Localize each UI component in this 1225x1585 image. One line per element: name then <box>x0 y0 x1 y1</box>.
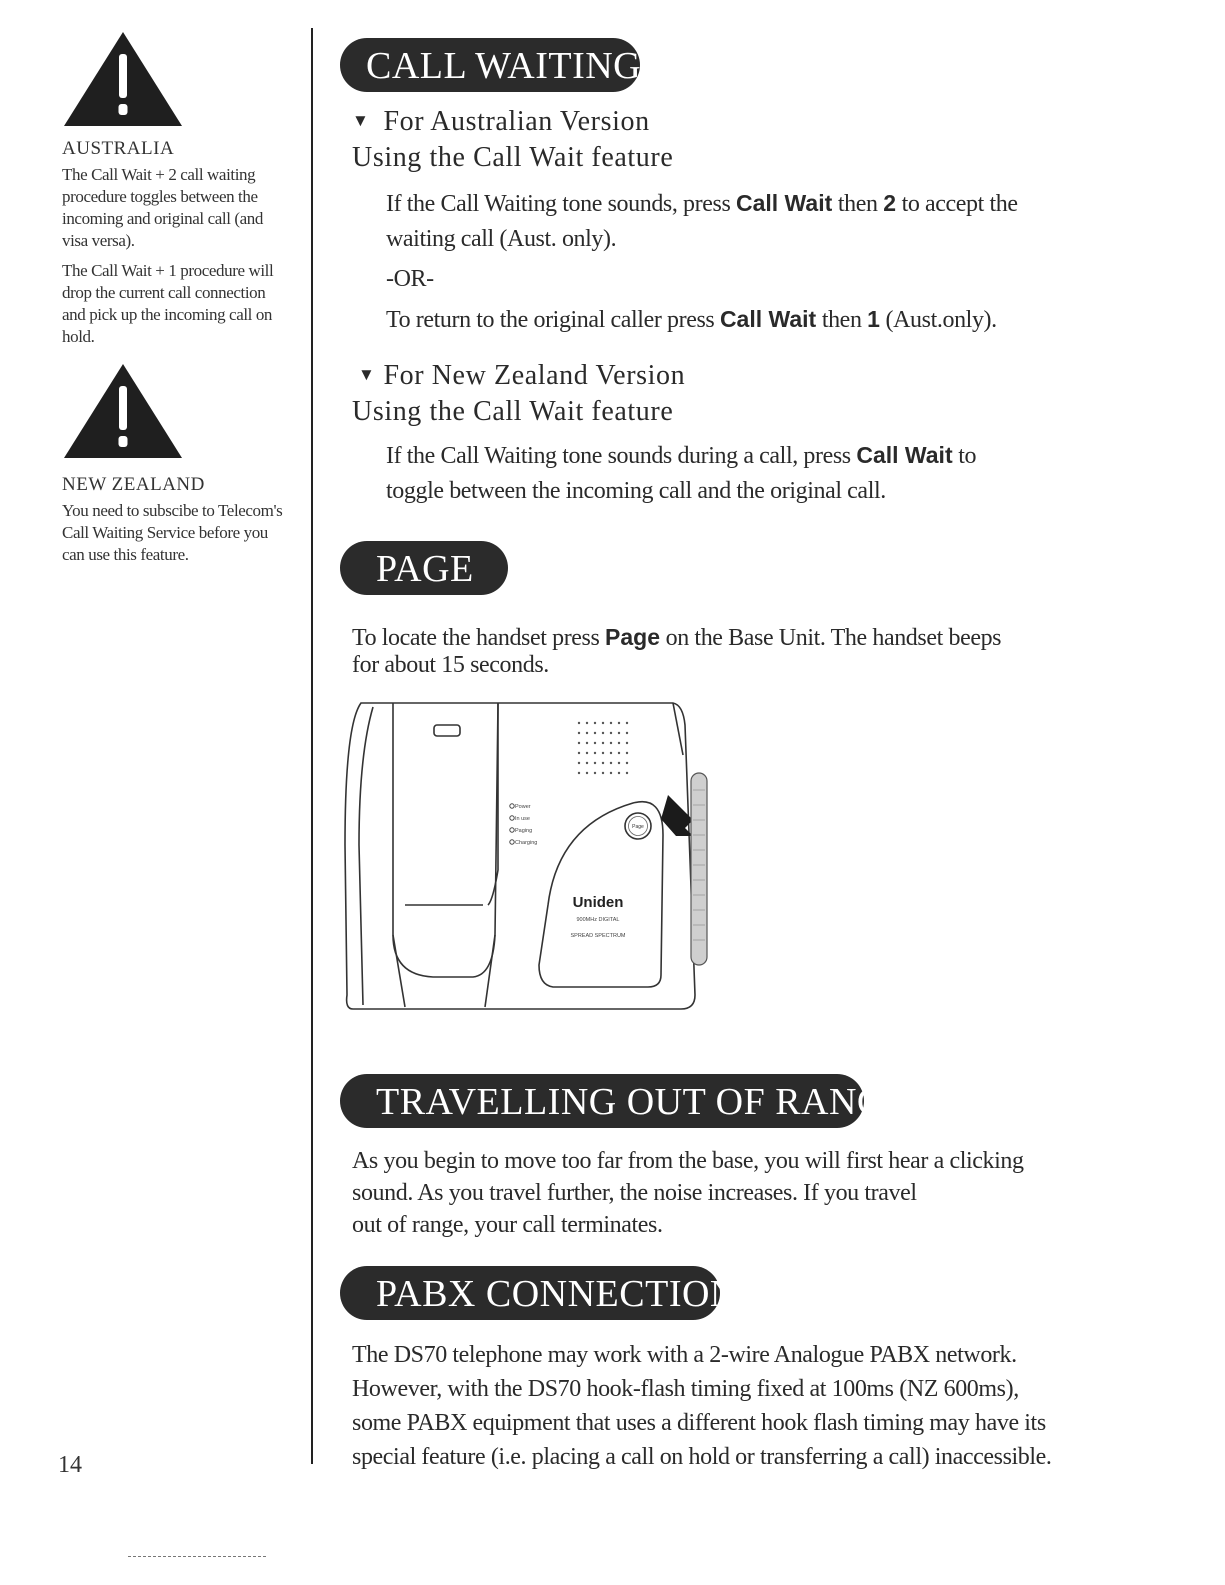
nz-instruction-1: If the Call Waiting tone sounds during a call, press Call Wait to <box>386 442 977 469</box>
handset-cradle <box>393 703 498 977</box>
sidebar-notes <box>62 30 292 574</box>
pabx-text-2: However, with the DS70 hook-flash timing fixed at 100ms (NZ 600ms), <box>352 1376 1019 1402</box>
brand-logo: Uniden <box>572 894 624 911</box>
nz-note: You need to subscibe to Telecom's Call Waiting Service before you can use this feature. <box>62 501 283 564</box>
pabx-text-4: special feature (i.e. placing a call on hold or transferring a call) inaccessible. <box>352 1444 1052 1470</box>
led-paging-icon <box>510 828 514 832</box>
nz-subheading: Using the Call Wait feature <box>352 396 674 427</box>
page-number: 14 <box>58 1452 82 1478</box>
column-divider <box>311 28 313 1464</box>
range-heading: TRAVELLING OUT OF RANGE <box>340 1074 864 1128</box>
warning-icon <box>62 362 184 462</box>
model-line: 900MHz DIGITAL <box>576 917 620 923</box>
led-power-label: Power <box>515 804 531 810</box>
warning-icon <box>62 30 184 130</box>
aus-instruction-2: waiting call (Aust. only). <box>386 226 617 252</box>
led-paging-label: Paging <box>515 828 533 834</box>
aus-subheading: Using the Call Wait feature <box>352 142 674 173</box>
led-power-icon <box>510 804 514 808</box>
australia-note-2: The Call Wait + 1 procedure will drop the current call connection and pick up the incoming call on hold. <box>62 261 274 346</box>
page-button-label: Page <box>632 824 644 830</box>
nz-instruction-2: toggle between the incoming call and the original call. <box>386 478 886 504</box>
pabx-text-3: some PABX equipment that uses a different hook flash timing may have its <box>352 1410 1046 1436</box>
handset-earpiece <box>434 725 460 736</box>
range-text-3: out of range, your call terminates. <box>352 1212 663 1238</box>
range-text-1: As you begin to move too far from the base, you will first hear a clicking <box>352 1148 1024 1174</box>
nz-version-heading: ▼ For New Zealand Version <box>358 360 686 391</box>
tech-line: SPREAD SPECTRUM <box>570 933 626 939</box>
triangle-bullet-icon: ▼ <box>352 111 370 130</box>
led-charging-label: Charging <box>515 840 538 846</box>
range-text-2: sound. As you travel further, the noise increases. If you travel <box>352 1180 917 1206</box>
led-inuse-label: In use <box>515 816 530 822</box>
page-instruction-2: for about 15 seconds. <box>352 652 549 678</box>
triangle-bullet-icon: ▼ <box>358 365 376 384</box>
nz-heading: NEW ZEALAND <box>62 474 205 495</box>
aus-instruction-3: To return to the original caller press Call Wait then 1 (Aust.only). <box>386 306 997 333</box>
call-waiting-heading: CALL WAITING <box>340 38 640 92</box>
aus-version-heading: ▼ For Australian Version <box>352 106 650 137</box>
base-unit-illustration <box>343 695 713 1015</box>
australia-heading: AUSTRALIA <box>62 138 175 159</box>
australia-note-1: The Call Wait + 2 call waiting procedure toggles between the incoming and original call (and visa versa). <box>62 165 263 250</box>
led-inuse-icon <box>510 816 514 820</box>
footer-rule <box>128 1556 266 1557</box>
pabx-text-1: The DS70 telephone may work with a 2-wire Analogue PABX network. <box>352 1342 1017 1368</box>
speaker-grille <box>578 722 628 774</box>
or-separator: -OR- <box>386 266 434 292</box>
page-instruction-1: To locate the handset press Page on the Base Unit. The handset beeps <box>352 624 1002 651</box>
pabx-heading: PABX CONNECTION <box>340 1266 720 1320</box>
aus-instruction-1: If the Call Waiting tone sounds, press Call Wait then 2 to accept the <box>386 190 1018 217</box>
led-charging-icon <box>510 840 514 844</box>
antenna <box>691 773 707 965</box>
page-heading: PAGE <box>340 541 508 595</box>
